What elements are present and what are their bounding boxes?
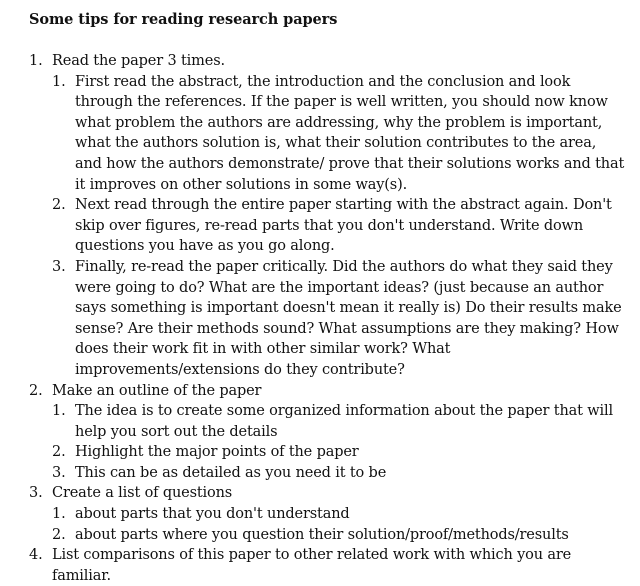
sub-list xyxy=(29,504,626,545)
list-item xyxy=(29,483,626,545)
item-text: Make an outline of the paper xyxy=(52,382,262,399)
item-number: 1. xyxy=(29,53,43,69)
sub-item-number: 3. xyxy=(52,258,66,275)
list-item xyxy=(29,545,626,586)
sub-item-text: about parts that you don't understand xyxy=(75,506,350,523)
sub-item-number: 1. xyxy=(52,506,66,523)
list-item xyxy=(29,381,626,484)
sub-list-item xyxy=(52,463,626,484)
sub-item-text: This can be as detailed as you need it to be xyxy=(75,464,387,481)
sub-list xyxy=(29,401,626,483)
sub-item-number: 2. xyxy=(52,444,66,461)
sub-list-item xyxy=(52,525,626,546)
sub-list-item xyxy=(52,504,626,525)
sub-list-item xyxy=(52,257,626,381)
sub-item-text: Finally, re-read the paper critically. Did the authors do what they said they were going to do? What are the important ideas? (just because an author says something is important doesn't mean it really is) Do their results make sense? Are their methods sound? What assumptions are they making? How does their work fit in with other similar work? What improvements/extensions do they contribute? xyxy=(75,258,622,378)
tips-list xyxy=(29,51,626,586)
sub-list-item xyxy=(52,195,626,257)
sub-item-number: 1. xyxy=(52,403,66,420)
document-title: Some tips for reading research papers xyxy=(29,11,338,28)
sub-list-item xyxy=(52,401,626,442)
sub-item-text: Next read through the entire paper starting with the abstract again. Don't skip over figures, re-read parts that you don't understand. Write down questions you have as you go along. xyxy=(75,197,612,255)
sub-list-item xyxy=(52,442,626,463)
item-number: 3. xyxy=(29,485,43,502)
sub-item-text: Highlight the major points of the paper xyxy=(75,444,359,461)
sub-item-number: 2. xyxy=(52,526,66,543)
item-number: 4. xyxy=(29,547,43,564)
item-number: 2. xyxy=(29,382,43,399)
sub-item-text: First read the abstract, the introduction and the conclusion and look through the references. If the paper is well written, you should now know what problem the authors are addressing, why the problem is important, what the authors solution is, what their solution contributes to the area, and how the authors demonstrate/ prove that their solutions works and that it improves on other solutions in some way(s). xyxy=(75,73,625,193)
sub-item-number: 2. xyxy=(52,197,66,214)
sub-item-number: 3. xyxy=(52,464,66,481)
sub-list-item xyxy=(52,72,626,196)
item-text: Read the paper 3 times. xyxy=(52,53,225,69)
sub-item-text: about parts where you question their solution/proof/methods/results xyxy=(75,526,569,543)
list-item xyxy=(29,51,626,381)
item-text: List comparisons of this paper to other related work with which you are familiar. xyxy=(52,547,572,584)
sub-list xyxy=(29,72,626,381)
sub-item-text: The idea is to create some organized information about the paper that will help you sort out the details xyxy=(75,403,614,440)
item-text: Create a list of questions xyxy=(52,485,233,502)
sub-item-number: 1. xyxy=(52,73,66,90)
